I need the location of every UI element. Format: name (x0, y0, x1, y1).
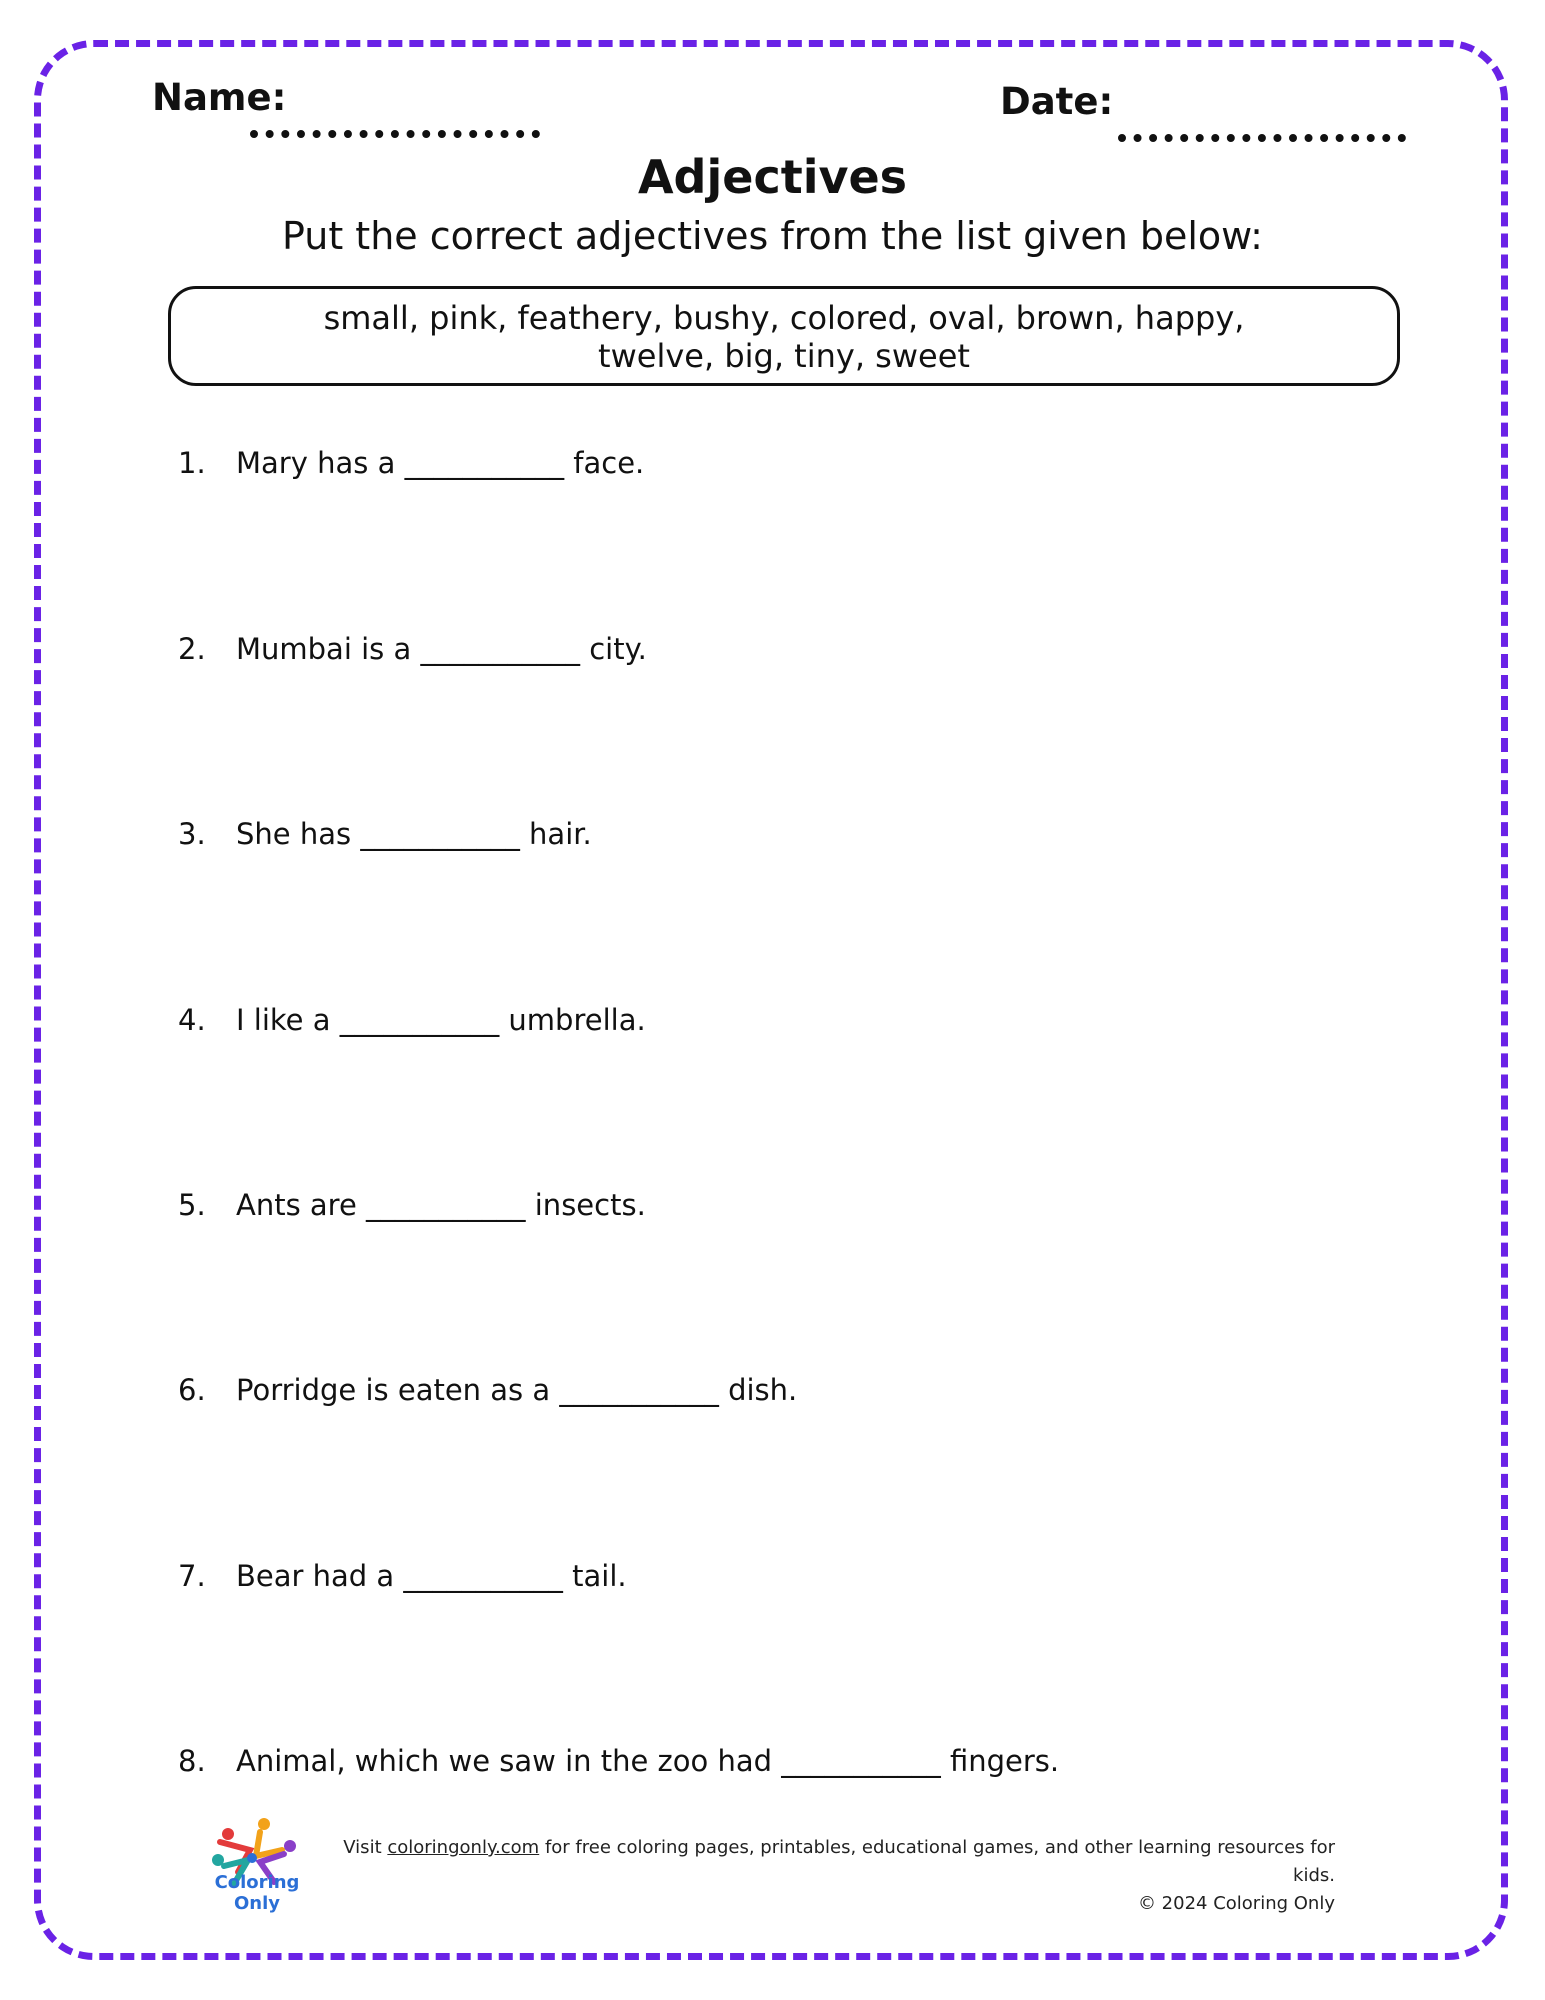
date-label: Date: (1000, 80, 1114, 123)
logo-figure-red-icon (222, 1828, 234, 1840)
logo-figure-purple-icon (284, 1840, 296, 1852)
footer-copyright: © 2024 Coloring Only (1137, 1893, 1335, 1914)
question-3 (178, 817, 592, 851)
question-number: 8. (178, 1744, 206, 1778)
question-7 (178, 1559, 627, 1593)
name-line (250, 130, 540, 138)
question-number: 6. (178, 1373, 206, 1407)
footer (300, 1834, 1335, 1918)
question-number: 5. (178, 1188, 206, 1222)
question-text: Porridge is eaten as a ___________ dish. (236, 1373, 798, 1407)
logo-text: Coloring Only (214, 1872, 300, 1914)
question-text: Bear had a ___________ tail. (236, 1559, 627, 1593)
question-text: She has ___________ hair. (236, 817, 592, 851)
footer-line-1 (300, 1834, 1335, 1890)
question-text: Ants are ___________ insects. (236, 1188, 646, 1222)
word-bank-line-2: twelve, big, tiny, sweet (598, 337, 970, 375)
question-number: 1. (178, 446, 206, 480)
question-text: Animal, which we saw in the zoo had ___________ fingers. (236, 1744, 1060, 1778)
question-text: Mary has a ___________ face. (236, 446, 645, 480)
question-2 (178, 632, 647, 666)
name-label: Name: (152, 76, 287, 119)
question-number: 3. (178, 817, 206, 851)
question-5 (178, 1188, 646, 1222)
question-number: 7. (178, 1559, 206, 1593)
question-text: Mumbai is a ___________ city. (236, 632, 647, 666)
logo-figure-orange-icon (258, 1818, 270, 1830)
instruction: Put the correct adjectives from the list given below: (282, 214, 1263, 258)
question-text: I like a ___________ umbrella. (236, 1003, 646, 1037)
page-title: Adjectives (637, 150, 908, 204)
footer-visit: Visit (343, 1837, 382, 1858)
footer-description: for free coloring pages, printables, educational games, and other learning resources for kids. (544, 1837, 1335, 1886)
word-bank-line-1: small, pink, feathery, bushy, colored, oval, brown, happy, (323, 299, 1245, 337)
question-8 (178, 1744, 1059, 1778)
question-6 (178, 1373, 797, 1407)
word-bank (168, 286, 1400, 386)
question-number: 2. (178, 632, 206, 666)
footer-link[interactable]: coloringonly.com (387, 1837, 540, 1858)
date-line (1118, 134, 1406, 142)
question-4 (178, 1003, 646, 1037)
question-number: 4. (178, 1003, 206, 1037)
question-1 (178, 446, 644, 480)
